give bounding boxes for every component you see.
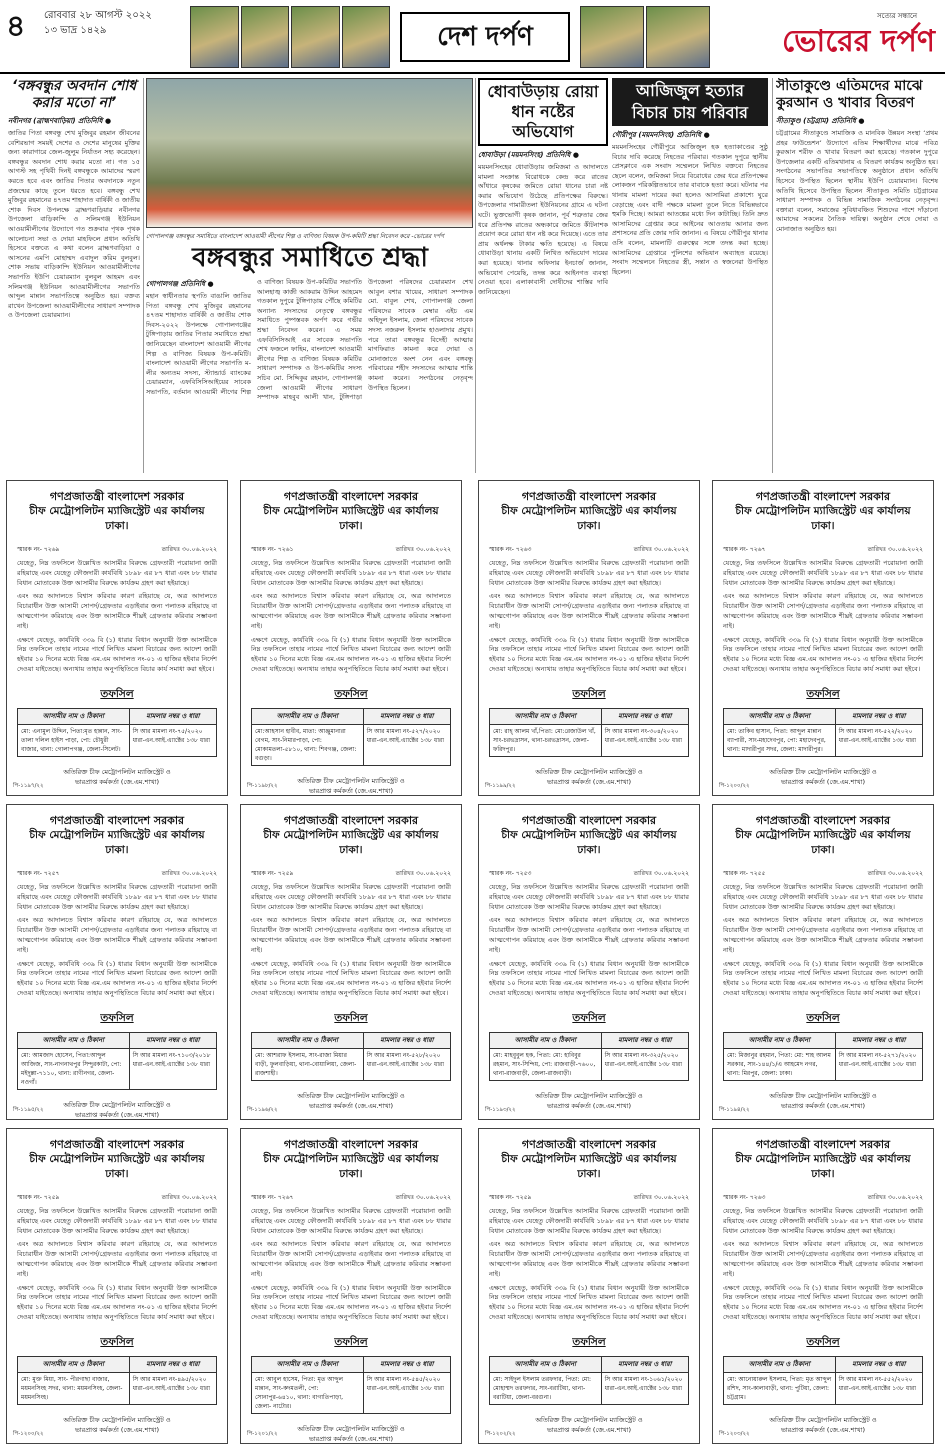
story-rice-body: ময়মনসিংহের ধোবাউড়ায় জমিজমা ও আদালতে মামলা সংক্রান্ত বিরোধকে কেন্দ্র করে রাতের আঁধারে কৃষকের জমিতে রোয়া ধানের চারা নষ্ট করার অভিযোগ উঠেছে প্রতিপক্ষের বিরুদ্ধে। উপজেলার গামারীতলা ইউনিয়নের গ্রামে এ ঘটনা ঘটে। ভুক্তভোগী কৃষক জানান, পূর্ব শত্রুতার জের ধরে প্রতিপক্ষ রাতের অন্ধকারে জমিতে কীটনাশক প্রয়োগ করে রোয়া ধান নষ্ট করে দিয়েছে। এতে তার প্রায় অর্ধলক্ষ টাকার ক্ষতি হয়েছে। এ বিষয়ে ধোবাউড়া থানায় একটি লিখিত অভিযোগ দায়ের করা হয়েছে। থানার অফিসার ইনচার্জ জানান, অভিযোগ পেয়েছি, তদন্ত করে আইনগত ব্যবস্থা নেওয়া হবে। এলাকাবাসী দোষীদের শাস্তির দাবি জানিয়েছেন। bbox=[478, 163, 608, 296]
col-case-header: মামলার নম্বর ও ধারা bbox=[602, 1357, 688, 1373]
case-cell: সি আর মামলা নং-৫২৭১/২০২০ ধারা-এন.আই.এ্যাক্টের ১৩৮ ধারা bbox=[838, 1051, 917, 1068]
notice-memo: স্মারক নং- ৭২৫৯ bbox=[17, 1194, 60, 1201]
notice-office: চীফ মেট্রোপলিটন ম্যাজিস্ট্রেট এর কার্যালয় bbox=[735, 829, 911, 841]
notice-date: তারিখঃ ৩০.০৬.২০২২ bbox=[161, 546, 217, 553]
notice-para-3: এক্ষণে যেহেতু, কার্যবিধি ৩৩৯ বি (১) ধারার বিধান অনুযায়ী উক্ত আসামীকে নিম্ন তফসিলে তাহার নামের পার্শ্বে লিখিত মামলা বিচারের জন্য আদেশ জারী হইবার ১০ দিনের মধ্যে বিজ্ঞ এম.এম আদালত নং-০১ এ হাজির হইবার নির্দেশ দেওয়া যাইতেছে। অন্যথায় তাহার অনুপস্থিতিতে বিচার কার্য সমাধা করা হইবে। bbox=[17, 1283, 217, 1321]
header-photo bbox=[241, 6, 290, 68]
signature-line-1: অতিরিক্ত চীফ মেট্রোপলিটন ম্যাজিস্ট্রেট ও bbox=[535, 1415, 643, 1424]
brand-logo bbox=[720, 10, 935, 66]
table-header-row bbox=[252, 1033, 450, 1049]
notice-govt: গণপ্রজাতন্ত্রী বাংলাদেশ সরকার bbox=[521, 490, 657, 503]
notice-office: চীফ মেট্রোপলিটন ম্যাজিস্ট্রেট এর কার্যালয় bbox=[263, 505, 439, 517]
case-cell: সি আর মামলা নং-৫২২/২০২০ ধারা-এন.আই.এ্যাক্টের ১৩৮ ধারা bbox=[838, 727, 916, 744]
brand-name: ভোরের দর্পণ bbox=[782, 24, 935, 59]
col-case-header: মামলার নম্বর ও ধারা bbox=[364, 1357, 450, 1373]
notice-schedule-title: তফসিল bbox=[806, 687, 840, 700]
notice-ref: পি-১১৯৪/২২ bbox=[719, 1107, 750, 1113]
page-number: ৪ bbox=[6, 9, 26, 44]
notice-ref: পি-১২০২/২২ bbox=[485, 1431, 516, 1437]
col-accused-header: আসামীর নাম ও ঠিকানা bbox=[252, 1357, 364, 1373]
col-case-header: মামলার নম্বর ও ধারা bbox=[602, 1033, 688, 1049]
notice-para-1: যেহেতু, নিম্ন তফসিলে উল্লেখিত আসামীর বিরুদ্ধে গ্রেফতারী পরোয়ানা জারী রহিয়াছে এবং যেহেতু ফৌজদারী কার্যবিধি ১৮৯৮ এর ৮৭ ধারা এবং ৮৮ ধারার বিধান মোতাবেক উক্ত আসামীর বিরুদ্ধে কার্যক্রম গ্রহণ করা হইয়াছে। bbox=[489, 559, 689, 587]
notice-memo: স্মারক নং- ৭২৬৩ bbox=[723, 1194, 766, 1201]
notice-city: ঢাকা। bbox=[339, 1168, 363, 1180]
table-row bbox=[18, 725, 216, 756]
signature-line-2: ভারপ্রাপ্ত কর্মকর্তা (জে.এম.শাখা) bbox=[546, 777, 632, 786]
notice-para-2: এবং অত্র আদালতে বিশ্বাস করিবার কারণ রহিয়াছে যে, অত্র আদালতে বিচারাধীন উক্ত আসামী সোপর্দ/গ্রেফতার এড়াইবার জন্য পলাতক রহিয়াছে বা আত্মগোপন করিয়াছে এবং উক্ত আসামীকে শীঘ্রই গ্রেফতার করিবার সম্ভাবনা নাই। bbox=[17, 592, 217, 630]
notice-memo: স্মারক নং- ৭২৫৯ bbox=[251, 870, 294, 877]
notice-para-2: এবং অত্র আদালতে বিশ্বাস করিবার কারণ রহিয়াছে যে, অত্র আদালতে বিচারাধীন উক্ত আসামী সোপর্দ/গ্রেফতার এড়াইবার জন্য পলাতক রহিয়াছে বা আত্মগোপন করিয়াছে এবং উক্ত আসামীকে শীঘ্রই গ্রেফতার করিবার সম্ভাবনা নাই। bbox=[251, 592, 451, 630]
notice-para-3: এক্ষণে যেহেতু, কার্যবিধি ৩৩৯ বি (১) ধারার বিধান অনুযায়ী উক্ত আসামীকে নিম্ন তফসিলে তাহার নামের পার্শ্বে লিখিত মামলা বিচারের জন্য আদেশ জারী হইবার ১০ দিনের মধ্যে বিজ্ঞ এম.এম আদালত নং-০১ এ হাজির হইবার নির্দেশ দেওয়া যাইতেছে। অন্যথায় তাহার অনুপস্থিতিতে বিচার কার্য সমাধা করা হইবে। bbox=[723, 635, 923, 673]
notice-schedule-table bbox=[723, 1032, 923, 1081]
signature-line-1: অতিরিক্ত চীফ মেট্রোপলিটন ম্যাজিস্ট্রেট ও bbox=[769, 767, 877, 776]
accused-cell: মো: রাহ্ আলম খাঁ,পিতা: মো:রেজাউল খাঁ, সাং-চরভদ্রাসন, থানা-চরভদ্রাসন, জেলা-ফরিদপুর। bbox=[490, 725, 602, 756]
notice-para-2: এবং অত্র আদালতে বিশ্বাস করিবার কারণ রহিয়াছে যে, অত্র আদালতে বিচারাধীন উক্ত আসামী সোপর্দ/গ্রেফতার এড়াইবার জন্য পলাতক রহিয়াছে বা আত্মগোপন করিয়াছে এবং উক্ত আসামীকে শীঘ্রই গ্রেফতার করিবার সম্ভাবনা নাই। bbox=[723, 1240, 923, 1278]
notice-govt: গণপ্রজাতন্ত্রী বাংলাদেশ সরকার bbox=[283, 814, 419, 827]
notice-office: চীফ মেট্রোপলিটন ম্যাজিস্ট্রেট এর কার্যালয় bbox=[29, 829, 205, 841]
notice-para-1: যেহেতু, নিম্ন তফসিলে উল্লেখিত আসামীর বিরুদ্ধে গ্রেফতারী পরোয়ানা জারী রহিয়াছে এবং যেহেতু ফৌজদারী কার্যবিধি ১৮৯৮ এর ৮৭ ধারা এবং ৮৮ ধারার বিধান মোতাবেক উক্ত আসামীর বিরুদ্ধে কার্যক্রম গ্রহণ করা হইয়াছে। bbox=[17, 559, 217, 587]
notice-para-1: যেহেতু, নিম্ন তফসিলে উল্লেখিত আসামীর বিরুদ্ধে গ্রেফতারী পরোয়ানা জারী রহিয়াছে এবং যেহেতু ফৌজদারী কার্যবিধি ১৮৯৮ এর ৮৭ ধারা এবং ৮৮ ধারার বিধান মোতাবেক উক্ত আসামীর বিরুদ্ধে কার্যক্রম গ্রহণ করা হইয়াছে। bbox=[251, 1207, 451, 1235]
notice-city: ঢাকা। bbox=[577, 844, 601, 856]
signature-line-1: অতিরিক্ত চীফ মেট্রোপলিটন ম্যাজিস্ট্রেট ও bbox=[769, 1415, 877, 1424]
notice-date: তারিখঃ ৩০.০৬.২০২২ bbox=[633, 546, 689, 553]
court-notice bbox=[240, 1128, 462, 1444]
col-case-header: মামলার নম্বর ও ধারা bbox=[836, 1033, 922, 1049]
court-notice bbox=[478, 480, 700, 796]
notice-govt: গণপ্রজাতন্ত্রী বাংলাদেশ সরকার bbox=[283, 490, 419, 503]
table-row bbox=[252, 725, 450, 765]
signature-line-2: ভারপ্রাপ্ত কর্মকর্তা (জে.এম.শাখা) bbox=[74, 777, 160, 786]
story-left bbox=[8, 78, 140, 473]
story-murder-byline: গৌরীপুর (ময়মনসিংহ) প্রতিনিধি ● bbox=[612, 131, 710, 139]
case-cell: সি আর মামলা নং-৫৫২/২০২০ ধারা-এন.আই.এ্যাক্টের ১৩৮ ধারা bbox=[838, 1375, 916, 1392]
table-row bbox=[18, 1373, 216, 1404]
masthead bbox=[0, 0, 945, 74]
case-cell: সি আর মামলা নং-৫২৭/২০২০ ধারা-এন.আই.এ্যাক্টের ১৩৮ ধারা bbox=[366, 727, 444, 744]
court-notice bbox=[6, 480, 228, 796]
header-photo bbox=[342, 6, 391, 68]
court-notice bbox=[478, 804, 700, 1120]
story-murder-body: ময়মনসিংহের গৌরীপুরে আজিজুল হক হত্যাকাণ্ডের সুষ্ঠু বিচার দাবি করেছে নিহতের পরিবার। গতকাল দুপুরে স্থানীয় প্রেসক্লাবে এক সংবাদ সম্মেলনে লিখিত বক্তব্যে নিহতের ছেলে বলেন, জমিজমা নিয়ে বিরোধের জের ধরে প্রতিপক্ষের লোকজন পরিকল্পিতভাবে তার বাবাকে হত্যা করে। ঘটনার পর থানায় মামলা দায়ের করা হলেও আসামিরা প্রকাশ্যে ঘুরে বেড়াচ্ছে এবং বাদী পক্ষকে মামলা তুলে নিতে বিভিন্নভাবে হুমকি দিচ্ছে। আমরা আতঙ্কের মধ্যে দিন কাটাচ্ছি। তিনি দ্রুত আসামিদের গ্রেপ্তার করে আইনের আওতায় আনার জন্য প্রশাসনের প্রতি জোর দাবি জানান। এ বিষয়ে গৌরীপুর থানার ওসি বলেন, মামলাটি গুরুত্বের সঙ্গে তদন্ত করা হচ্ছে। আসামিদের গ্রেপ্তারে পুলিশের অভিযান অব্যাহত রয়েছে। সংবাদ সম্মেলনে নিহতের স্ত্রী, সন্তান ও স্বজনেরা উপস্থিত ছিলেন। bbox=[612, 143, 768, 276]
col-accused-header: আসামীর নাম ও ঠিকানা bbox=[18, 1357, 130, 1373]
section-title: দেশ দর্পণ bbox=[400, 12, 570, 62]
notice-para-1: যেহেতু, নিম্ন তফসিলে উল্লেখিত আসামীর বিরুদ্ধে গ্রেফতারী পরোয়ানা জারী রহিয়াছে এবং যেহেতু ফৌজদারী কার্যবিধি ১৮৯৮ এর ৮৭ ধারা এবং ৮৮ ধারার বিধান মোতাবেক উক্ত আসামীর বিরুদ্ধে কার্যক্রম গ্রহণ করা হইয়াছে। bbox=[251, 883, 451, 911]
col-accused-header: আসামীর নাম ও ঠিকানা bbox=[18, 709, 130, 725]
notice-meta bbox=[241, 1182, 461, 1207]
signature-line-1: অতিরিক্ত চীফ মেট্রোপলিটন ম্যাজিস্ট্রেট ও bbox=[535, 1091, 643, 1100]
table-row bbox=[252, 1049, 450, 1080]
signature-line-2: ভারপ্রাপ্ত কর্মকর্তা (জে.এম.শাখা) bbox=[74, 1110, 160, 1119]
notice-office: চীফ মেট্রোপলিটন ম্যাজিস্ট্রেট এর কার্যালয় bbox=[735, 1153, 911, 1165]
notice-date: তারিখঃ ৩০.০৬.২০২২ bbox=[633, 1194, 689, 1201]
signature-line-2: ভারপ্রাপ্ত কর্মকর্তা (জে.এম.শাখা) bbox=[74, 1425, 160, 1434]
notice-office: চীফ মেট্রোপলিটন ম্যাজিস্ট্রেট এর কার্যালয় bbox=[263, 1153, 439, 1165]
notice-para-1: যেহেতু, নিম্ন তফসিলে উল্লেখিত আসামীর বিরুদ্ধে গ্রেফতারী পরোয়ানা জারী রহিয়াছে এবং যেহেতু ফৌজদারী কার্যবিধি ১৮৯৮ এর ৮৭ ধারা এবং ৮৮ ধারার বিধান মোতাবেক উক্ত আসামীর বিরুদ্ধে কার্যক্রম গ্রহণ করা হইয়াছে। bbox=[723, 559, 923, 587]
signature-line-1: অতিরিক্ত চীফ মেট্রোপলিটন ম্যাজিস্ট্রেট ও bbox=[297, 776, 405, 785]
notice-ref: পি-১২০০/২২ bbox=[719, 783, 750, 789]
notice-para-1: যেহেতু, নিম্ন তফসিলে উল্লেখিত আসামীর বিরুদ্ধে গ্রেফতারী পরোয়ানা জারী রহিয়াছে এবং যেহেতু ফৌজদারী কার্যবিধি ১৮৯৮ এর ৮৭ ধারা এবং ৮৮ ধারার বিধান মোতাবেক উক্ত আসামীর বিরুদ্ধে কার্যক্রম গ্রহণ করা হইয়াছে। bbox=[723, 1207, 923, 1235]
brand-tagline: সত্যের সন্ধানে bbox=[877, 12, 917, 20]
col-accused-header: আসামীর নাম ও ঠিকানা bbox=[252, 709, 364, 725]
main-story-headline: বঙ্গবন্ধুর সমাধিতে শ্রদ্ধা bbox=[192, 243, 428, 273]
notice-city: ঢাকা। bbox=[811, 844, 835, 856]
notice-schedule-table bbox=[17, 1032, 217, 1090]
notice-para-2: এবং অত্র আদালতে বিশ্বাস করিবার কারণ রহিয়াছে যে, অত্র আদালতে বিচারাধীন উক্ত আসামী সোপর্দ/গ্রেফতার এড়াইবার জন্য পলাতক রহিয়াছে বা আত্মগোপন করিয়াছে এবং উক্ত আসামীকে শীঘ্রই গ্রেফতার করিবার সম্ভাবনা নাই। bbox=[251, 1240, 451, 1278]
signature-line-1: অতিরিক্ত চীফ মেট্রোপলিটন ম্যাজিস্ট্রেট ও bbox=[63, 1415, 171, 1424]
signature-line-2: ভারপ্রাপ্ত কর্মকর্তা (জে.এম.শাখা) bbox=[780, 777, 866, 786]
notice-ref: পি-১২০১/২২ bbox=[247, 1431, 278, 1437]
notice-para-3: এক্ষণে যেহেতু, কার্যবিধি ৩৩৯ বি (১) ধারার বিধান অনুযায়ী উক্ত আসামীকে নিম্ন তফসিলে তাহার নামের পার্শ্বে লিখিত মামলা বিচারের জন্য আদেশ জারী হইবার ১০ দিনের মধ্যে বিজ্ঞ এম.এম আদালত নং-০১ এ হাজির হইবার নির্দেশ দেওয়া যাইতেছে। অন্যথায় তাহার অনুপস্থিতিতে বিচার কার্য সমাধা করা হইবে। bbox=[251, 959, 451, 997]
col-accused-header: আসামীর নাম ও ঠিকানা bbox=[18, 1033, 130, 1049]
notice-para-2: এবং অত্র আদালতে বিশ্বাস করিবার কারণ রহিয়াছে যে, অত্র আদালতে বিচারাধীন উক্ত আসামী সোপর্দ/গ্রেফতার এড়াইবার জন্য পলাতক রহিয়াছে বা আত্মগোপন করিয়াছে এবং উক্ত আসামীকে শীঘ্রই গ্রেফতার করিবার সম্ভাবনা নাই। bbox=[723, 592, 923, 630]
col-accused-header: আসামীর নাম ও ঠিকানা bbox=[252, 1033, 364, 1049]
notice-date: তারিখঃ ৩০.০৬.২০২২ bbox=[395, 1194, 451, 1201]
notice-para-3: এক্ষণে যেহেতু, কার্যবিধি ৩৩৯ বি (১) ধারার বিধান অনুযায়ী উক্ত আসামীকে নিম্ন তফসিলে তাহার নামের পার্শ্বে লিখিত মামলা বিচারের জন্য আদেশ জারী হইবার ১০ দিনের মধ্যে বিজ্ঞ এম.এম আদালত নং-০১ এ হাজির হইবার নির্দেশ দেওয়া যাইতেছে। অন্যথায় তাহার অনুপস্থিতিতে বিচার কার্য সমাধা করা হইবে। bbox=[251, 635, 451, 673]
notice-ref: পি-১১৯৭/২২ bbox=[13, 783, 44, 789]
notice-para-3: এক্ষণে যেহেতু, কার্যবিধি ৩৩৯ বি (১) ধারার বিধান অনুযায়ী উক্ত আসামীকে নিম্ন তফসিলে তাহার নামের পার্শ্বে লিখিত মামলা বিচারের জন্য আদেশ জারী হইবার ১০ দিনের মধ্যে বিজ্ঞ এম.এম আদালত নং-০১ এ হাজির হইবার নির্দেশ দেওয়া যাইতেছে। অন্যথায় তাহার অনুপস্থিতিতে বিচার কার্য সমাধা করা হইবে। bbox=[251, 1283, 451, 1321]
col-case-header: মামলার নম্বর ও ধারা bbox=[836, 709, 922, 725]
table-row bbox=[490, 1373, 688, 1404]
notice-govt: গণপ্রজাতন্ত্রী বাংলাদেশ সরকার bbox=[521, 1138, 657, 1151]
table-header-row bbox=[18, 709, 216, 725]
table-header-row bbox=[724, 1033, 922, 1049]
signature-line-2: ভারপ্রাপ্ত কর্মকর্তা (জে.এম.শাখা) bbox=[546, 1101, 632, 1110]
notice-memo: স্মারক নং- ৭২৫৭ bbox=[17, 870, 60, 877]
signature-line-1: অতিরিক্ত চীফ মেট্রোপলিটন ম্যাজিস্ট্রেট ও bbox=[297, 1091, 405, 1100]
col-case-header: মামলার নম্বর ও ধারা bbox=[364, 1033, 450, 1049]
notice-meta bbox=[713, 1182, 933, 1207]
notice-schedule-title: তফসিল bbox=[572, 687, 606, 700]
notice-city: ঢাকা। bbox=[105, 1168, 129, 1180]
court-notice bbox=[712, 804, 934, 1120]
accused-cell: মো:আহসান হাবীব, মাতা: আঞ্জুমানারা বেগম, সাং-নিমারপাড়া, পো: মোকামতলা-৫৮১০, থানা: শিবগঞ্জ, জেলা: বগুড়া। bbox=[252, 725, 364, 765]
notice-para-1: যেহেতু, নিম্ন তফসিলে উল্লেখিত আসামীর বিরুদ্ধে গ্রেফতারী পরোয়ানা জারী রহিয়াছে এবং যেহেতু ফৌজদারী কার্যবিধি ১৮৯৮ এর ৮৭ ধারা এবং ৮৮ ধারার বিধান মোতাবেক উক্ত আসামীর বিরুদ্ধে কার্যক্রম গ্রহণ করা হইয়াছে। bbox=[489, 883, 689, 911]
notice-schedule-table bbox=[489, 1356, 689, 1405]
court-notice bbox=[478, 1128, 700, 1444]
notice-city: ঢাকা। bbox=[339, 520, 363, 532]
case-cell: সি আর মামলা নং-৪৯৫/২০২০ ধারা-এন.আই.এ্যাক্টের ১৩৮ ধারা bbox=[132, 1375, 210, 1392]
signature-line-1: অতিরিক্ত চীফ মেট্রোপলিটন ম্যাজিস্ট্রেট ও bbox=[769, 1091, 877, 1100]
notice-schedule-table bbox=[489, 1032, 689, 1081]
table-row bbox=[252, 1373, 450, 1413]
header-photo bbox=[190, 6, 239, 68]
notice-signature bbox=[241, 1414, 461, 1444]
col-accused-header: আসামীর নাম ও ঠিকানা bbox=[724, 709, 836, 725]
notice-meta bbox=[7, 534, 227, 559]
notice-govt: গণপ্রজাতন্ত্রী বাংলাদেশ সরকার bbox=[49, 490, 185, 503]
notice-schedule-title: তফসিল bbox=[806, 1335, 840, 1348]
story-left-byline: নবীনগর (ব্রাহ্মণবাড়িয়া) প্রতিনিধি ● bbox=[8, 117, 112, 125]
notice-para-1: যেহেতু, নিম্ন তফসিলে উল্লেখিত আসামীর বিরুদ্ধে গ্রেফতারী পরোয়ানা জারী রহিয়াছে এবং যেহেতু ফৌজদারী কার্যবিধি ১৮৯৮ এর ৮৭ ধারা এবং ৮৮ ধারার বিধান মোতাবেক উক্ত আসামীর বিরুদ্ধে কার্যক্রম গ্রহণ করা হইয়াছে। bbox=[17, 1207, 217, 1235]
notice-ref: পি-১১৯৮/২২ bbox=[247, 783, 278, 789]
notice-meta bbox=[713, 534, 933, 559]
table-row bbox=[18, 1049, 216, 1089]
notice-para-2: এবং অত্র আদালতে বিশ্বাস করিবার কারণ রহিয়াছে যে, অত্র আদালতে বিচারাধীন উক্ত আসামী সোপর্দ/গ্রেফতার এড়াইবার জন্য পলাতক রহিয়াছে বা আত্মগোপন করিয়াছে এবং উক্ত আসামীকে শীঘ্রই গ্রেফতার করিবার সম্ভাবনা নাই। bbox=[489, 916, 689, 954]
notice-date: তারিখঃ ৩০.০৬.২০২২ bbox=[633, 870, 689, 877]
col-case-header: মামলার নম্বর ও ধারা bbox=[602, 709, 688, 725]
notice-para-3: এক্ষণে যেহেতু, কার্যবিধি ৩৩৯ বি (১) ধারার বিধান অনুযায়ী উক্ত আসামীকে নিম্ন তফসিলে তাহার নামের পার্শ্বে লিখিত মামলা বিচারের জন্য আদেশ জারী হইবার ১০ দিনের মধ্যে বিজ্ঞ এম.এম আদালত নং-০১ এ হাজির হইবার নির্দেশ দেওয়া যাইতেছে। অন্যথায় তাহার অনুপস্থিতিতে বিচার কার্য সমাধা করা হইবে। bbox=[723, 1283, 923, 1321]
col-accused-header: আসামীর নাম ও ঠিকানা bbox=[490, 1033, 602, 1049]
notice-schedule-table bbox=[17, 1356, 217, 1405]
story-orphan-headline: সীতাকুণ্ডে এতিমদের মাঝে কুরআন ও খাবার বিতরণ bbox=[776, 78, 923, 111]
court-notice bbox=[712, 1128, 934, 1444]
main-photo-caption: গোপালগঞ্জ বঙ্গবন্ধুর সমাধিতে বাংলাদেশ আওয়ামী লীগের শিল্প ও বাণিজ্য বিষয়ক উপ-কমিটি শ্রদ্ধা নিবেদন করে -ভোরের দর্পণ bbox=[146, 233, 444, 240]
signature-line-2: ভারপ্রাপ্ত কর্মকর্তা (জে.এম.শাখা) bbox=[308, 786, 394, 795]
date-block bbox=[44, 8, 152, 38]
notice-meta bbox=[7, 1182, 227, 1207]
col-accused-header: আসামীর নাম ও ঠিকানা bbox=[724, 1033, 836, 1049]
notice-ref: পি-১১৯৫/২২ bbox=[13, 1107, 44, 1113]
notice-schedule-table bbox=[251, 1032, 451, 1081]
court-notice bbox=[6, 1128, 228, 1444]
date-bengali: ১৩ ভাদ্র ১৪২৯ bbox=[44, 25, 107, 36]
table-header-row bbox=[490, 709, 688, 725]
table-header-row bbox=[724, 709, 922, 725]
signature-line-2: ভারপ্রাপ্ত কর্মকর্তা (জে.এম.শাখা) bbox=[546, 1425, 632, 1434]
notice-govt: গণপ্রজাতন্ত্রী বাংলাদেশ সরকার bbox=[755, 490, 891, 503]
notice-memo: স্মারক নং- ৭২৫৩ bbox=[489, 870, 532, 877]
signature-line-2: ভারপ্রাপ্ত কর্মকর্তা (জে.এম.শাখা) bbox=[308, 1101, 394, 1110]
signature-line-1: অতিরিক্ত চীফ মেট্রোপলিটন ম্যাজিস্ট্রেট ও bbox=[297, 1424, 405, 1433]
signature-line-2: ভারপ্রাপ্ত কর্মকর্তা (জে.এম.শাখা) bbox=[308, 1434, 394, 1443]
col-case-header: মামলার নম্বর ও ধারা bbox=[130, 1357, 216, 1373]
notice-ref: পি-১২০৩/২২ bbox=[719, 1431, 750, 1437]
signature-line-1: অতিরিক্ত চীফ মেট্রোপলিটন ম্যাজিস্ট্রেট ও bbox=[535, 767, 643, 776]
court-notice bbox=[6, 804, 228, 1120]
table-header-row bbox=[490, 1357, 688, 1373]
signature-line-2: ভারপ্রাপ্ত কর্মকর্তা (জে.এম.শাখা) bbox=[780, 1425, 866, 1434]
court-notice bbox=[712, 480, 934, 796]
notice-para-3: এক্ষণে যেহেতু, কার্যবিধি ৩৩৯ বি (১) ধারার বিধান অনুযায়ী উক্ত আসামীকে নিম্ন তফসিলে তাহার নামের পার্শ্বে লিখিত মামলা বিচারের জন্য আদেশ জারী হইবার ১০ দিনের মধ্যে বিজ্ঞ এম.এম আদালত নং-০১ এ হাজির হইবার নির্দেশ দেওয়া যাইতেছে। অন্যথায় তাহার অনুপস্থিতিতে বিচার কার্য সমাধা করা হইবে। bbox=[489, 959, 689, 997]
notice-schedule-title: তফসিল bbox=[334, 1335, 368, 1348]
case-cell: সি আর মামলা নং-১০৬১/২০২০ ধারা-এন.আই.এ্যাক্টের ১৩৮ ধারা bbox=[604, 1375, 683, 1392]
notice-signature bbox=[241, 766, 461, 796]
notice-schedule-title: তফসিল bbox=[100, 1011, 134, 1024]
accused-cell: মো: আমজাদ হোসেন, পিতা:আব্দুল আজিজ, সাং-নাগনাথপুর সিন্দুরকাটা, পো: মইদুল্লা-৭১১০, থানা: রাণীনগর, জেলা-নওগাঁ। bbox=[18, 1049, 130, 1089]
case-cell: সি আর মামলা নং-৩২৫/২০২০ ধারা-এন.আই.এ্যাক্টের ১৩৮ ধারা bbox=[604, 1051, 682, 1068]
notice-date: তারিখঃ ৩০.০৬.২০২২ bbox=[395, 546, 451, 553]
table-header-row bbox=[252, 1357, 450, 1373]
table-header-row bbox=[18, 1033, 216, 1049]
notice-memo: স্মারক নং- ৭২৫৯ bbox=[489, 1194, 532, 1201]
header-photo bbox=[291, 6, 340, 68]
column-rule bbox=[475, 78, 476, 473]
col-accused-header: আসামীর নাম ও ঠিকানা bbox=[724, 1357, 836, 1373]
notice-city: ঢাকা। bbox=[577, 520, 601, 532]
signature-line-1: অতিরিক্ত চীফ মেট্রোপলিটন ম্যাজিস্ট্রেট ও bbox=[63, 1100, 171, 1109]
header-photo-strip-right bbox=[580, 6, 710, 68]
notice-meta bbox=[479, 534, 699, 559]
notice-city: ঢাকা। bbox=[339, 844, 363, 856]
accused-cell: মো: মিজানুর রহমান, পিতা: মো: শাহ আলম সরকার, সাং-১৪৪/১/এ আহমেদ নগর, থানা: মিরপুর, জেলা: ঢাকা। bbox=[724, 1049, 836, 1080]
col-case-header: মামলার নম্বর ও ধারা bbox=[836, 1357, 922, 1373]
table-header-row bbox=[252, 709, 450, 725]
notice-para-3: এক্ষণে যেহেতু, কার্যবিধি ৩৩৯ বি (১) ধারার বিধান অনুযায়ী উক্ত আসামীকে নিম্ন তফসিলে তাহার নামের পার্শ্বে লিখিত মামলা বিচারের জন্য আদেশ জারী হইবার ১০ দিনের মধ্যে বিজ্ঞ এম.এম আদালত নং-০১ এ হাজির হইবার নির্দেশ দেওয়া যাইতেছে। অন্যথায় তাহার অনুপস্থিতিতে বিচার কার্য সমাধা করা হইবে। bbox=[17, 635, 217, 673]
notice-memo: স্মারক নং- ৭২৫৫ bbox=[723, 870, 766, 877]
notice-govt: গণপ্রজাতন্ত্রী বাংলাদেশ সরকার bbox=[521, 814, 657, 827]
main-story-photo bbox=[146, 78, 473, 228]
notice-para-1: যেহেতু, নিম্ন তফসিলে উল্লেখিত আসামীর বিরুদ্ধে গ্রেফতারী পরোয়ানা জারী রহিয়াছে এবং যেহেতু ফৌজদারী কার্যবিধি ১৮৯৮ এর ৮৭ ধারা এবং ৮৮ ধারার বিধান মোতাবেক উক্ত আসামীর বিরুদ্ধে কার্যক্রম গ্রহণ করা হইয়াছে। bbox=[251, 559, 451, 587]
story-rice-headline: ধোবাউড়ায় রোয়া ধান নষ্টের অভিযোগ bbox=[478, 78, 608, 146]
story-murder-headline: আজিজুল হত্যার বিচার চায় পরিবার bbox=[612, 78, 768, 126]
notice-schedule-title: তফসিল bbox=[572, 1011, 606, 1024]
notice-office: চীফ মেট্রোপলিটন ম্যাজিস্ট্রেট এর কার্যালয় bbox=[735, 505, 911, 517]
column-rule bbox=[772, 78, 773, 473]
notice-office: চীফ মেট্রোপলিটন ম্যাজিস্ট্রেট এর কার্যালয় bbox=[501, 1153, 677, 1165]
main-story-byline: গোপালগঞ্জ প্রতিনিধি ● bbox=[146, 280, 214, 288]
header-photo bbox=[580, 6, 644, 68]
accused-cell: মো: মাহবুবুল হক, পিতা: মো: হাবিবুর রহমান, সাং-সিন্দিয়, পো: রাজবাড়ী-৭৬০০, থানা-রাজবাড়ী, জেলা-রাজবাড়ী। bbox=[490, 1049, 602, 1080]
story-orphan bbox=[776, 78, 938, 473]
notice-city: ঢাকা। bbox=[105, 520, 129, 532]
notice-city: ঢাকা। bbox=[105, 844, 129, 856]
notice-govt: গণপ্রজাতন্ত্রী বাংলাদেশ সরকার bbox=[755, 814, 891, 827]
notice-para-3: এক্ষণে যেহেতু, কার্যবিধি ৩৩৯ বি (১) ধারার বিধান অনুযায়ী উক্ত আসামীকে নিম্ন তফসিলে তাহার নামের পার্শ্বে লিখিত মামলা বিচারের জন্য আদেশ জারী হইবার ১০ দিনের মধ্যে বিজ্ঞ এম.এম আদালত নং-০১ এ হাজির হইবার নির্দেশ দেওয়া যাইতেছে। অন্যথায় তাহার অনুপস্থিতিতে বিচার কার্য সমাধা করা হইবে। bbox=[489, 635, 689, 673]
case-cell: সি আর মামলা নং-৩০৪/২০২০ ধারা-এন.আই.এ্যাক্টের ১৩৮ ধারা bbox=[604, 727, 682, 744]
notice-memo: স্মারক নং- ৭২৬৭ bbox=[723, 546, 766, 553]
notice-signature bbox=[7, 1090, 227, 1120]
table-header-row bbox=[18, 1357, 216, 1373]
case-cell: সি আর মামলা নং-৫৪৫/২০২০ ধারা-এন.আই.এ্যাক্টের ১৩৮ ধারা bbox=[366, 1375, 444, 1392]
column-rule bbox=[143, 78, 144, 473]
col-case-header: মামলার নম্বর ও ধারা bbox=[364, 709, 450, 725]
notice-schedule-title: তফসিল bbox=[572, 1335, 606, 1348]
notice-meta bbox=[7, 858, 227, 883]
notice-office: চীফ মেট্রোপলিটন ম্যাজিস্ট্রেট এর কার্যালয় bbox=[29, 1153, 205, 1165]
notice-memo: স্মারক নং- ৭২৬৯ bbox=[17, 546, 60, 553]
notice-ref: পি-১১৯৬/২২ bbox=[247, 1107, 278, 1113]
accused-cell: মো: এনামুল উদ্দিন, পিতা:মৃত হান্নান, সাং-তালা দলিল হাইস পাড়া, পো: চৌধুরী বাজার, থানা: গোলাপগঞ্জ, জেলা-সিলেট। bbox=[18, 725, 130, 756]
table-row bbox=[490, 725, 688, 756]
notice-schedule-table bbox=[489, 708, 689, 757]
notice-para-2: এবং অত্র আদালতে বিশ্বাস করিবার কারণ রহিয়াছে যে, অত্র আদালতে বিচারাধীন উক্ত আসামী সোপর্দ/গ্রেফতার এড়াইবার জন্য পলাতক রহিয়াছে বা আত্মগোপন করিয়াছে এবং উক্ত আসামীকে শীঘ্রই গ্রেফতার করিবার সম্ভাবনা নাই। bbox=[17, 916, 217, 954]
notice-meta bbox=[479, 1182, 699, 1207]
notice-ref: পি-১১৯৯/২২ bbox=[485, 783, 516, 789]
accused-cell: মো: আবুল হাসেম, পিতা: মৃত আব্দুল মান্নান, সাং-কদমতলী, পো: সোনাপুর-৬৪১০, থানা: বাগাতিপাড়া, জেলা- নাটোর। bbox=[252, 1373, 364, 1413]
court-notice bbox=[240, 480, 462, 796]
case-cell: সি আর মামলা নং-৭১০৩/২০১৮ ধারা-এন.আই.এ্যাক্টের ১৩৮ ধারা bbox=[132, 1051, 211, 1068]
notice-ref: পি-১১৯৩/২২ bbox=[485, 1107, 516, 1113]
col-case-header: মামলার নম্বর ও ধারা bbox=[130, 1033, 216, 1049]
story-left-body: জাতির পিতা বঙ্গবন্ধু শেখ মুজিবুর রহমান জীবনের বেশিরভাগ সময়ই দেশের ও দেশের মানুষের মুক্তির জন্য কারাগারে জেল-জুলুম নির্যাতন সহ্য করেছেন। বঙ্গবন্ধুর অবদান শোধ করার মতো না। গত ১৫ আগস্ট সহ পৃথিবী দিনই বঙ্গবন্ধুকে আমাদের স্মরণ করতে হবে এবং জাতির পিতার অবদানকে নতুন প্রজন্মের কাছে তুলে ধরতে হবে। বঙ্গবন্ধু শেখ মুজিবুর রহমানের ৪৭তম শাহাদাত বার্ষিকী ও জাতীয় শোক দিবস উপলক্ষে ব্রাহ্মণবাড়িয়ার নবীনগর উপজেলা বাড়িকান্দি ও সলিমগঞ্জ ইউনিয়ন আওয়ামীলীগের উদ্যোগে গত শুক্রবার পৃথক পৃথক আলোচনা সভা ও দোয়া মাহফিলে প্রধান অতিথি হিসেবে বক্তব্যে এ কথা বলেন ব্রাহ্মণবাড়িয়া ৫ আসনের এমপি মোহাম্মদ এবাদুল করিম বুলবুল। শোক সভায় বাড়িকান্দি ইউনিয়ন আওয়ামীলীগের সভাপতি ইউপি চেয়ারম্যান বুলবুল আহমদ এবং সলিমগঞ্জ ইউনিয়ন আওয়ামীলীগের সভাপতি আব্দুল মান্নান সভাপতিত্বে অনুষ্ঠিত হয়। বক্তব্য রাখেন উপজেলা আওয়ামীলীগের সাধারণ সম্পাদক ও উপজেলা চেয়ারম্যান। bbox=[8, 129, 140, 320]
story-rice-byline: ধোবাউড়া (ময়মনসিংহ) প্রতিনিধি ● bbox=[478, 151, 579, 159]
notice-date: তারিখঃ ৩০.০৬.২০২২ bbox=[161, 1194, 217, 1201]
notice-schedule-table bbox=[723, 708, 923, 757]
notice-govt: গণপ্রজাতন্ত্রী বাংলাদেশ সরকার bbox=[755, 1138, 891, 1151]
story-rice bbox=[478, 78, 608, 473]
notice-city: ঢাকা। bbox=[811, 520, 835, 532]
notice-schedule-table bbox=[723, 1356, 923, 1405]
notice-date: তারিখঃ ৩০.০৬.২০২২ bbox=[867, 870, 923, 877]
notice-schedule-title: তফসিল bbox=[806, 1011, 840, 1024]
notice-para-2: এবং অত্র আদালতে বিশ্বাস করিবার কারণ রহিয়াছে যে, অত্র আদালতে বিচারাধীন উক্ত আসামী সোপর্দ/গ্রেফতার এড়াইবার জন্য পলাতক রহিয়াছে বা আত্মগোপন করিয়াছে এবং উক্ত আসামীকে শীঘ্রই গ্রেফতার করিবার সম্ভাবনা নাই। bbox=[17, 1240, 217, 1278]
table-header-row bbox=[724, 1357, 922, 1373]
notice-schedule-title: তফসিল bbox=[334, 1011, 368, 1024]
notice-para-2: এবং অত্র আদালতে বিশ্বাস করিবার কারণ রহিয়াছে যে, অত্র আদালতে বিচারাধীন উক্ত আসামী সোপর্দ/গ্রেফতার এড়াইবার জন্য পলাতক রহিয়াছে বা আত্মগোপন করিয়াছে এবং উক্ত আসামীকে শীঘ্রই গ্রেফতার করিবার সম্ভাবনা নাই। bbox=[723, 916, 923, 954]
notice-govt: গণপ্রজাতন্ত্রী বাংলাদেশ সরকার bbox=[283, 1138, 419, 1151]
main-story-text: মহান স্বাধীনতার স্থপতি বাঙালি জাতির পিতা বঙ্গবন্ধু শেখ মুজিবুর রহমানের ৪৭তম শাহাদাত বার্ষিকী ও জাতীয় শোক দিবস-২০২২ উপলক্ষে গোপালগঞ্জের টুঙ্গিপাড়ায় জাতির পিতার সমাধিতে শ্রদ্ধা জানিয়েছেন বাংলাদেশ আওয়ামী লীগের শিল্প ও বাণিজ্য বিষয়ক উপ-কমিটি। বাংলাদেশ আওয়ামী লীগের সভাপতি ম-লীর অন্যতম সদস্য, স্ট্যান্ডার্ড ব্যাংকের চেয়ারম্যান, এফবিসিসিআইয়ের সাবেক সভাপতি, বর্তমান আওয়ামী লীগের শিল্প ও বাণিজ্য বিষয়ক উপ-কমিটির সভাপতি আলহাজ্ব কাজী আকরাম উদ্দিন আহমেদ গতকাল দুপুরে টুঙ্গিপাড়ায় পৌঁছে কমিটির অন্যান্য সদস্যদের নেতৃত্বে বঙ্গবন্ধুর সমাধিতে পুষ্পস্তবক অর্পণ করে গভীর শ্রদ্ধা নিবেদন করেন। এ সময় এফবিসিসিআই এর সাবেক সভাপতি শেখ ফজলে ফাহিম, বাংলাদেশ আওয়ামী লীগের শিল্প ও বাণিজ্য বিষয়ক কমিটির সাধারণ সম্পাদক ও উপ-কমিটির সদস্য সচিব মো. সিদ্দিকুর রহমান, গোপালগঞ্জ জেলা আওয়ামী লীগের সাধারণ সম্পাদক মাহবুব আলী খান, টুঙ্গিপাড়া উপজেলা পরিষদের চেয়ারম্যান শেখ আবুল বশার খায়ের, সাধারণ সম্পাদক মো. বাবুল শেখ, গোপালগঞ্জ জেলা পরিষদের সাবেক মেম্বার এইচ এম অহিদুল ইসলাম, জেলা পরিষদের সাবেক সদস্য নজরুল ইসলাম হাওলাদার প্রমুখ। পরে তারা বঙ্গবন্ধুর বিদেহী আত্মার মাগফিরাত কামনা করে দোয়া ও মোনাজাতে অংশ নেন এবং বঙ্গবন্ধু পরিবারের শহীদ সদস্যদের আত্মার শান্তি কামনা করেন। সংগঠনের নেতৃবৃন্দ উপস্থিত ছিলেন। bbox=[146, 278, 473, 402]
notice-schedule-title: তফসিল bbox=[334, 687, 368, 700]
notice-para-1: যেহেতু, নিম্ন তফসিলে উল্লেখিত আসামীর বিরুদ্ধে গ্রেফতারী পরোয়ানা জারী রহিয়াছে এবং যেহেতু ফৌজদারী কার্যবিধি ১৮৯৮ এর ৮৭ ধারা এবং ৮৮ ধারার বিধান মোতাবেক উক্ত আসামীর বিরুদ্ধে কার্যক্রম গ্রহণ করা হইয়াছে। bbox=[17, 883, 217, 911]
table-header-row bbox=[490, 1033, 688, 1049]
story-orphan-body: চট্টগ্রামের সীতাকুণ্ডে সামাজিক ও মানবিক উন্নয়ন সংস্থা ‘প্রথম প্রহর ফাউন্ডেশন’ উদ্যোগে এতিম শিক্ষার্থীদের মাঝে পবিত্র কুরআন শরীফ ও খাবার বিতরণ করা হয়েছে। গতকাল দুপুরে উপজেলার একটি এতিমখানায় এ বিতরণ কার্যক্রম অনুষ্ঠিত হয়। সংগঠনের সভাপতির সভাপতিত্বে অনুষ্ঠানে প্রধান অতিথি হিসেবে উপস্থিত ছিলেন স্থানীয় ইউপি চেয়ারম্যান। বিশেষ অতিথি হিসেবে উপস্থিত ছিলেন সীতাকুণ্ড সমিতি চট্টগ্রামের সাধারণ সম্পাদক ও বিভিন্ন সামাজিক সংগঠনের নেতৃবৃন্দ। বক্তারা বলেন, সমাজের সুবিধাবঞ্চিত শিশুদের পাশে দাঁড়ানো আমাদের সকলের নৈতিক দায়িত্ব। অনুষ্ঠান শেষে দোয়া ও মোনাজাত অনুষ্ঠিত হয়। bbox=[776, 129, 938, 233]
story-murder bbox=[612, 78, 768, 473]
notice-schedule-table bbox=[17, 708, 217, 757]
table-row bbox=[724, 1373, 922, 1404]
notice-schedule-title: তফসিল bbox=[100, 687, 134, 700]
notice-memo: স্মারক নং- ৭২৬৭ bbox=[251, 1194, 294, 1201]
header-photo bbox=[646, 6, 710, 68]
notice-office: চীফ মেট্রোপলিটন ম্যাজিস্ট্রেট এর কার্যালয় bbox=[263, 829, 439, 841]
notice-para-3: এক্ষণে যেহেতু, কার্যবিধি ৩৩৯ বি (১) ধারার বিধান অনুযায়ী উক্ত আসামীকে নিম্ন তফসিলে তাহার নামের পার্শ্বে লিখিত মামলা বিচারের জন্য আদেশ জারী হইবার ১০ দিনের মধ্যে বিজ্ঞ এম.এম আদালত নং-০১ এ হাজির হইবার নির্দেশ দেওয়া যাইতেছে। অন্যথায় তাহার অনুপস্থিতিতে বিচার কার্য সমাধা করা হইবে। bbox=[489, 1283, 689, 1321]
notice-para-1: যেহেতু, নিম্ন তফসিলে উল্লেখিত আসামীর বিরুদ্ধে গ্রেফতারী পরোয়ানা জারী রহিয়াছে এবং যেহেতু ফৌজদারী কার্যবিধি ১৮৯৮ এর ৮৭ ধারা এবং ৮৮ ধারার বিধান মোতাবেক উক্ত আসামীর বিরুদ্ধে কার্যক্রম গ্রহণ করা হইয়াছে। bbox=[489, 1207, 689, 1235]
accused-cell: মো: তাকিব হাসান, পিতা: আব্দুল মান্নান ব্যাপারী, সাং-মহাদেবপুর, পো: মহাদেবপুর, থানা: মাদারীপুর সদর, জেলা: মাদারীপুর। bbox=[724, 725, 836, 756]
col-case-header: মামলার নম্বর ও ধারা bbox=[130, 709, 216, 725]
notice-city: ঢাকা। bbox=[577, 1168, 601, 1180]
notice-para-3: এক্ষণে যেহেতু, কার্যবিধি ৩৩৯ বি (১) ধারার বিধান অনুযায়ী উক্ত আসামীকে নিম্ন তফসিলে তাহার নামের পার্শ্বে লিখিত মামলা বিচারের জন্য আদেশ জারী হইবার ১০ দিনের মধ্যে বিজ্ঞ এম.এম আদালত নং-০১ এ হাজির হইবার নির্দেশ দেওয়া যাইতেছে। অন্যথায় তাহার অনুপস্থিতিতে বিচার কার্য সমাধা করা হইবে। bbox=[17, 959, 217, 997]
notice-govt: গণপ্রজাতন্ত্রী বাংলাদেশ সরকার bbox=[49, 1138, 185, 1151]
col-accused-header: আসামীর নাম ও ঠিকানা bbox=[490, 1357, 602, 1373]
signature-line-1: অতিরিক্ত চীফ মেট্রোপলিটন ম্যাজিস্ট্রেট ও bbox=[63, 767, 171, 776]
table-row bbox=[724, 1049, 922, 1080]
accused-cell: মো: আশরাফ ইসলাম, সাং-রাজা মিয়ার বাড়ী, ফুলবাড়িয়া, থানা-বোয়ালিয়া, জেলা-রাজশাহী। bbox=[252, 1049, 364, 1080]
notice-para-2: এবং অত্র আদালতে বিশ্বাস করিবার কারণ রহিয়াছে যে, অত্র আদালতে বিচারাধীন উক্ত আসামী সোপর্দ/গ্রেফতার এড়াইবার জন্য পলাতক রহিয়াছে বা আত্মগোপন করিয়াছে এবং উক্ত আসামীকে শীঘ্রই গ্রেফতার করিবার সম্ভাবনা নাই। bbox=[489, 1240, 689, 1278]
notice-meta bbox=[479, 858, 699, 883]
signature-line-2: ভারপ্রাপ্ত কর্মকর্তা (জে.এম.শাখা) bbox=[780, 1101, 866, 1110]
notice-memo: স্মারক নং- ৭২৬১ bbox=[251, 546, 294, 553]
notice-schedule-table bbox=[251, 1356, 451, 1414]
court-notice bbox=[240, 804, 462, 1120]
case-cell: সি আর মামলা নং-৫২৮/২০২০ ধারা-এন.আই.এ্যাক্টের ১৩৮ ধারা bbox=[366, 1051, 444, 1068]
story-left-headline: ‘বঙ্গবন্ধুর অবদান শোধ করার মতো না’ bbox=[11, 78, 137, 111]
case-cell: সি আর মামলা নং-৭৫/২০২০ ধারা-এন.আই.এ্যাক্টের ১৩৮ ধারা bbox=[132, 727, 210, 744]
header-photo-strip-left bbox=[190, 6, 390, 68]
notice-date: তারিখঃ ৩০.০৬.২০২২ bbox=[395, 870, 451, 877]
notice-para-2: এবং অত্র আদালতে বিশ্বাস করিবার কারণ রহিয়াছে যে, অত্র আদালতে বিচারাধীন উক্ত আসামী সোপর্দ/গ্রেফতার এড়াইবার জন্য পলাতক রহিয়াছে বা আত্মগোপন করিয়াছে এবং উক্ত আসামীকে শীঘ্রই গ্রেফতার করিবার সম্ভাবনা নাই। bbox=[251, 916, 451, 954]
table-row bbox=[490, 1049, 688, 1080]
table-row bbox=[724, 725, 922, 756]
accused-cell: মো: মুক্ত মিয়া, সাং- পীরগাছা বাজার, ময়মনসিংহ সদর, থানা: ময়মনসিংহ, জেলা-ময়মনসিংহ। bbox=[18, 1373, 130, 1404]
notice-city: ঢাকা। bbox=[811, 1168, 835, 1180]
notice-date: তারিখঃ ৩০.০৬.২০২২ bbox=[867, 546, 923, 553]
notice-ref: পি-১২০০/২২ bbox=[13, 1431, 44, 1437]
notice-para-2: এবং অত্র আদালতে বিশ্বাস করিবার কারণ রহিয়াছে যে, অত্র আদালতে বিচারাধীন উক্ত আসামী সোপর্দ/গ্রেফতার এড়াইবার জন্য পলাতক রহিয়াছে বা আত্মগোপন করিয়াছে এবং উক্ত আসামীকে শীঘ্রই গ্রেফতার করিবার সম্ভাবনা নাই। bbox=[489, 592, 689, 630]
notice-meta bbox=[241, 534, 461, 559]
notice-schedule-table bbox=[251, 708, 451, 766]
date-gregorian: রোববার ২৮ আগস্ট ২০২২ bbox=[44, 10, 152, 21]
story-orphan-byline: সীতাকুণ্ড (চট্টগ্রাম) প্রতিনিধি ● bbox=[776, 117, 865, 125]
accused-cell: মো: সাইদুল ইসলাম তরফদার, পিতা: মো: মোহাম্মদ তরফদার, সাং-বরাটিয়া, থানা-বরাটিয়া, জেলা-বরগুনা। bbox=[490, 1373, 602, 1404]
notice-date: তারিখঃ ৩০.০৬.২০২২ bbox=[161, 870, 217, 877]
notice-meta bbox=[241, 858, 461, 883]
notice-office: চীফ মেট্রোপলিটন ম্যাজিস্ট্রেট এর কার্যালয় bbox=[29, 505, 205, 517]
notice-office: চীফ মেট্রোপলিটন ম্যাজিস্ট্রেট এর কার্যালয় bbox=[501, 829, 677, 841]
notice-schedule-title: তফসিল bbox=[100, 1335, 134, 1348]
notice-para-1: যেহেতু, নিম্ন তফসিলে উল্লেখিত আসামীর বিরুদ্ধে গ্রেফতারী পরোয়ানা জারী রহিয়াছে এবং যেহেতু ফৌজদারী কার্যবিধি ১৮৯৮ এর ৮৭ ধারা এবং ৮৮ ধারার বিধান মোতাবেক উক্ত আসামীর বিরুদ্ধে কার্যক্রম গ্রহণ করা হইয়াছে। bbox=[723, 883, 923, 911]
notice-office: চীফ মেট্রোপলিটন ম্যাজিস্ট্রেট এর কার্যালয় bbox=[501, 505, 677, 517]
notice-govt: গণপ্রজাতন্ত্রী বাংলাদেশ সরকার bbox=[49, 814, 185, 827]
notice-para-3: এক্ষণে যেহেতু, কার্যবিধি ৩৩৯ বি (১) ধারার বিধান অনুযায়ী উক্ত আসামীকে নিম্ন তফসিলে তাহার নামের পার্শ্বে লিখিত মামলা বিচারের জন্য আদেশ জারী হইবার ১০ দিনের মধ্যে বিজ্ঞ এম.এম আদালত নং-০১ এ হাজির হইবার নির্দেশ দেওয়া যাইতেছে। অন্যথায় তাহার অনুপস্থিতিতে বিচার কার্য সমাধা করা হইবে। bbox=[723, 959, 923, 997]
notice-date: তারিখঃ ৩০.০৬.২০২২ bbox=[867, 1194, 923, 1201]
notice-meta bbox=[713, 858, 933, 883]
notice-memo: স্মারক নং- ৭২৬৩ bbox=[489, 546, 532, 553]
col-accused-header: আসামীর নাম ও ঠিকানা bbox=[490, 709, 602, 725]
main-story-body bbox=[146, 278, 473, 474]
accused-cell: মো: আনোয়ারুল ইসলাম, পিতা: মৃত আব্দুল রশিদ, সাং-কালাবাড়ী, থানা: পুটিয়া, জেলা: চট্টগ্রাম। bbox=[724, 1373, 836, 1404]
